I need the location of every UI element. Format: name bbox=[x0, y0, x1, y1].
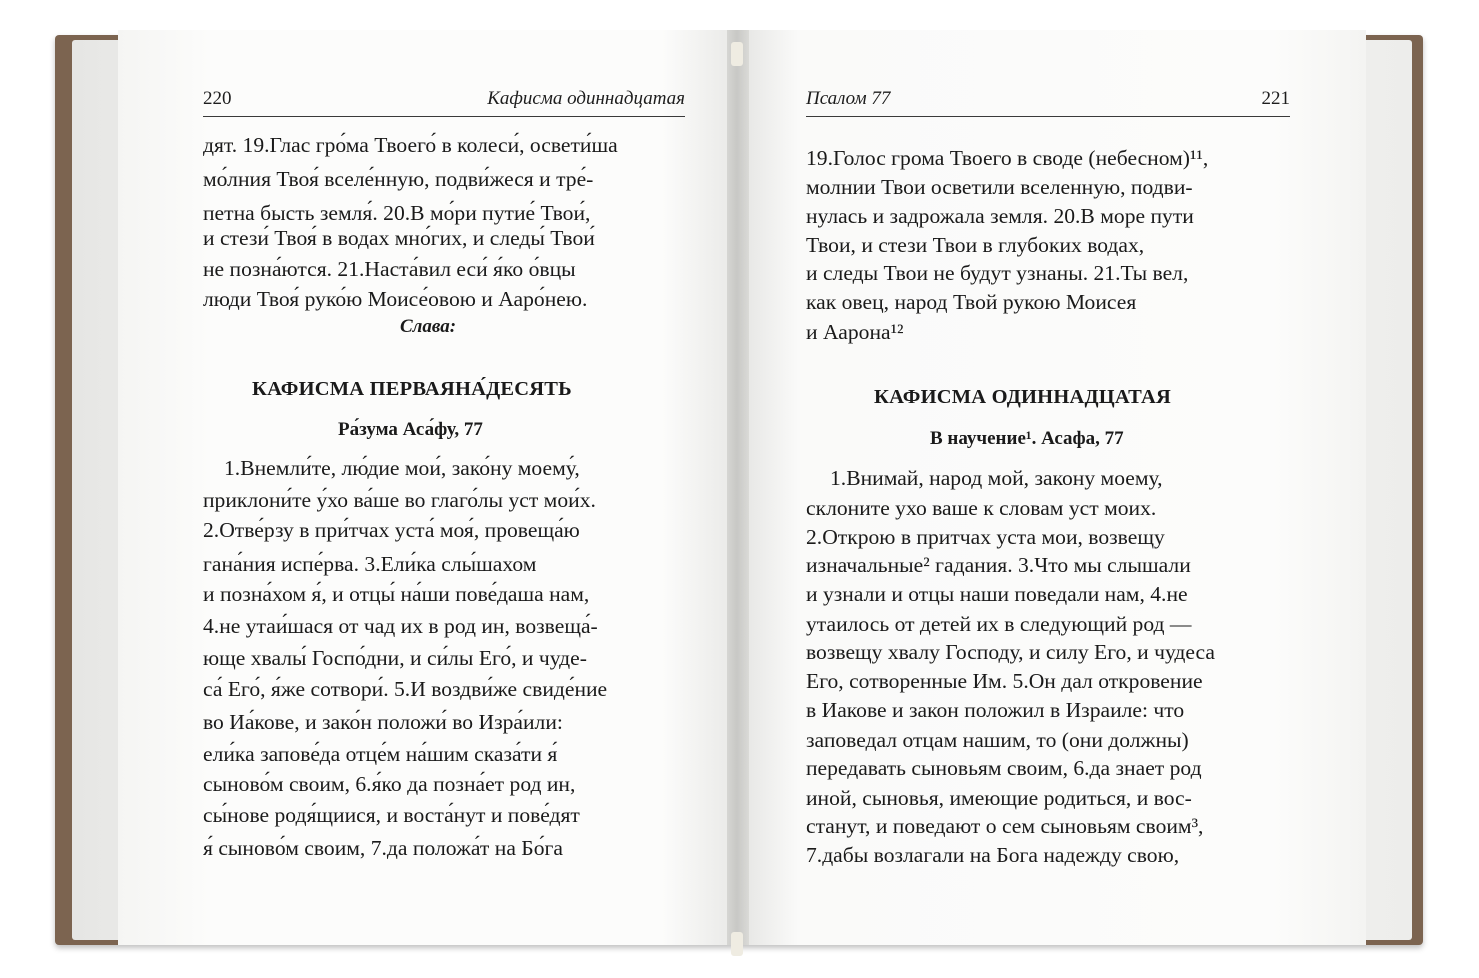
text-line: станут, и поведают о сем сыновьям своим³, bbox=[806, 814, 1204, 838]
text-line: 4.не утаи́шася от чад их в род ин, возвеща́- bbox=[203, 614, 598, 638]
text-line: утаилось от детей их в следующий род — bbox=[806, 612, 1192, 636]
text-line: 7.дабы возлагали на Бога надежду свою, bbox=[806, 843, 1180, 867]
text-line: и стези́ Твоя́ в водах мно́гих, и следы́ Твои́ bbox=[203, 226, 595, 250]
text-line: Твои, и стези Твои в глубоких водах, bbox=[806, 233, 1145, 257]
text-line: во Иа́кове, и зако́н положи́ во Изра́или: bbox=[203, 710, 563, 734]
psalm-heading-right: В научение¹. Асафа, 77 bbox=[930, 428, 1124, 449]
text-line: и позна́хом я́, и отцы́ на́ши пове́даша нам, bbox=[203, 582, 590, 606]
text-line: сы́нове родя́щиися, и воста́нут и пове́дят bbox=[203, 803, 580, 827]
tailband bbox=[731, 932, 743, 956]
text-line: иной, сыновья, имеющие родиться, и вос- bbox=[806, 786, 1192, 810]
text-line: передавать сыновьям своим, 6.да знает род bbox=[806, 756, 1202, 780]
text-line: нулась и задрожала земля. 20.В море пути bbox=[806, 204, 1194, 228]
text-line: заповедал отцам нашим, то (они должны) bbox=[806, 728, 1189, 752]
text-line: 2.Открою в притчах уста мои, возвещу bbox=[806, 525, 1165, 549]
right-page-number: 221 bbox=[1261, 88, 1290, 109]
right-running-head: Псалом 77 bbox=[806, 88, 891, 109]
text-line: и узнали и отцы наши поведали нам, 4.не bbox=[806, 582, 1188, 606]
text-line: молнии Твои осветили вселенную, подви- bbox=[806, 175, 1193, 199]
text-line: и следы Твои не будут узнаны. 21.Ты вел, bbox=[806, 261, 1189, 285]
headband bbox=[731, 42, 743, 66]
text-line: Его, сотворенные Им. 5.Он дал откровение bbox=[806, 669, 1203, 693]
text-line: не позна́ются. 21.Наста́вил еси́ я́ко о́вцы bbox=[203, 257, 576, 281]
text-line: са́ Его́, я́же сотвори́. 5.И воздви́же свиде́ние bbox=[203, 677, 608, 701]
text-line: 2.Отве́рзу в при́тчах уста́ моя́, провеща́ю bbox=[203, 518, 580, 542]
text-line: возвещу хвалу Господу, и силу Его, и чудеса bbox=[806, 640, 1215, 664]
text-line: петна бысть земля́. 20.В мо́ри путие́ Твои́, bbox=[203, 201, 591, 225]
psalm-heading-left: Ра́зума Аса́фу, 77 bbox=[338, 419, 483, 440]
text-line: 1.Внемли́те, лю́дие мои́, зако́ну моему́, bbox=[224, 456, 580, 480]
slava-label: Слава: bbox=[400, 316, 457, 337]
kathisma-title-left: КАФИСМА ПЕРВАЯНА́ДЕСЯТЬ bbox=[252, 378, 572, 400]
text-line: ели́ка запове́да отце́м на́шим сказа́ти я́ bbox=[203, 742, 558, 766]
text-line: юще хвалы́ Госпо́дни, и си́лы Его́, и чуде- bbox=[203, 646, 587, 670]
text-line: склоните ухо ваше к словам уст моих. bbox=[806, 496, 1157, 520]
text-line: изначальные² гадания. 3.Что мы слышали bbox=[806, 553, 1191, 577]
text-line: гана́ния испе́рва. 3.Ели́ка слы́шахом bbox=[203, 552, 537, 576]
text-line: мо́лния Твоя́ вселе́нную, подви́жеся и тре́- bbox=[203, 167, 594, 191]
text-line: как овец, народ Твой рукою Моисея bbox=[806, 290, 1137, 314]
text-line: я́ сыново́м своим, 7.да положа́т на Бо́га bbox=[203, 836, 563, 860]
text-line: приклони́те у́хо ва́ше во глаго́лы уст мои́х. bbox=[203, 488, 596, 512]
text-line: и Аарона¹² bbox=[806, 320, 904, 344]
text-line: 1.Внимай, народ мой, закону моему, bbox=[830, 466, 1163, 490]
left-running-head: Кафисма одиннадцатая bbox=[487, 88, 685, 109]
text-line: в Иакове и закон положил в Израиле: что bbox=[806, 698, 1185, 722]
text-line: 19.Голос грома Твоего в своде (небесном)¹¹, bbox=[806, 146, 1209, 170]
kathisma-title-right: КАФИСМА ОДИННАДЦАТАЯ bbox=[874, 386, 1171, 408]
text-line: дят. 19.Глас гро́ма Твоего́ в колеси́, освети́ша bbox=[203, 133, 618, 157]
text-line: люди Твоя́ руко́ю Моисе́овою и Ааро́нею. bbox=[203, 287, 588, 311]
left-page-header bbox=[203, 88, 685, 117]
text-line: сыново́м своим, 6.я́ко да позна́ет род ин, bbox=[203, 772, 576, 796]
right-page-header bbox=[806, 88, 1290, 117]
left-page-number: 220 bbox=[203, 88, 232, 109]
book-gutter bbox=[727, 30, 749, 945]
